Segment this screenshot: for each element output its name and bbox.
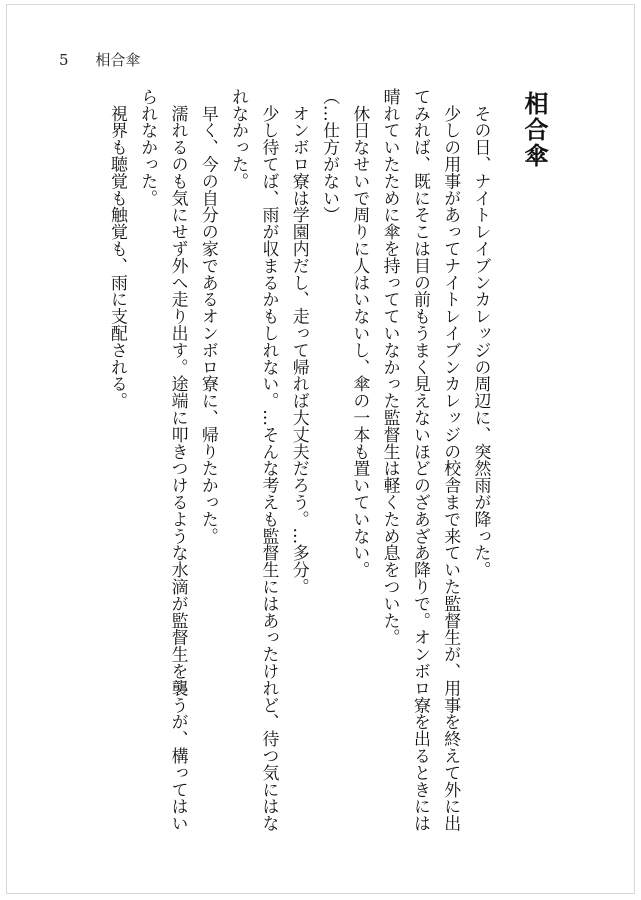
running-title: 相合傘 xyxy=(95,51,141,69)
paragraph: 早く、今の自分の家であるオンボロ寮に、帰りたかった。 xyxy=(199,88,220,545)
vertical-body-text xyxy=(103,88,551,848)
paragraph: 濡れるのも気にせず外へ走り出す。途端に叩きつけるような水滴が監督生を襲うが、構ってはいられなかった。 xyxy=(138,88,190,832)
chapter-title: 相合傘 xyxy=(520,91,548,169)
page-number: 5 xyxy=(59,51,69,69)
paragraph: 休日なせいで周りに人はいないし、傘の一本も置いていない。 xyxy=(350,88,371,579)
paragraph: 視界も聴覚も触覚も、雨に支配される。 xyxy=(108,88,129,410)
paragraph: （…仕方がない） xyxy=(320,88,341,224)
paragraph: 少し待てば、雨が収まるかもしれない。…そんな考えも監督生にはあったけれど、待つ気にはなれなかった。 xyxy=(229,88,280,832)
paragraph: オンボロ寮は学園内だし、走って帰れば大丈夫だろう。…多分。 xyxy=(290,88,311,595)
paragraph: その日、ナイトレイブンカレッジの周辺に、突然雨が降った。 xyxy=(472,88,492,579)
paragraph: 少しの用事があってナイトレイブンカレッジの校舎まで来ていた監督生が、用事を終えて外に出てみれば、既にそこは目の前もうまく見えないほどのざあざあ降りで。オンボロ寮を出るときには晴れていたために傘を持ってていなかった監督生は軽くため息をついた。 xyxy=(381,88,462,832)
running-header xyxy=(59,49,140,70)
